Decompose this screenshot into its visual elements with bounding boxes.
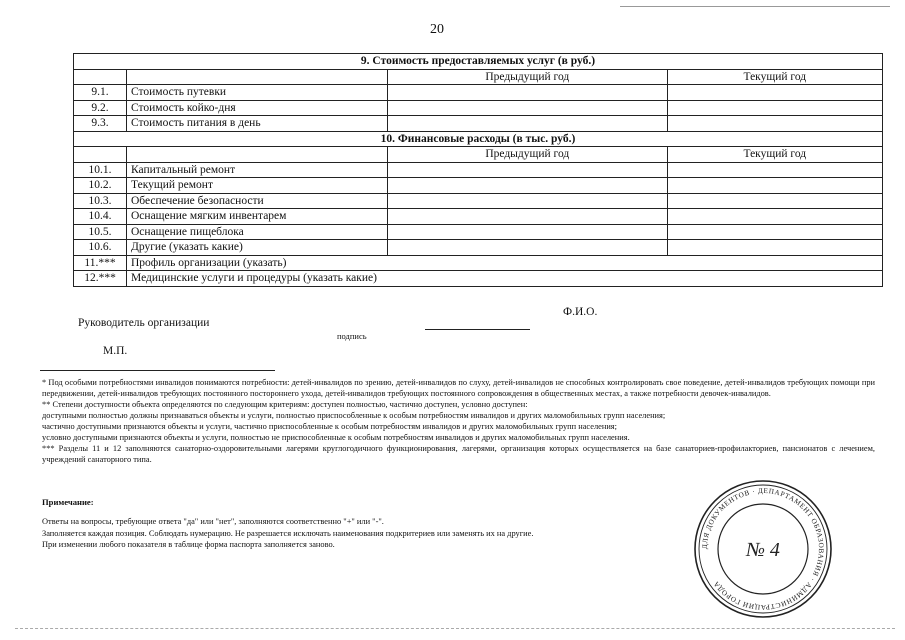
cell-curr-year[interactable] [667,85,882,101]
section9-col-prev: Предыдущий год [388,69,668,85]
section10-col-prev: Предыдущий год [388,147,668,163]
row-label: Другие (указать какие) [127,240,388,256]
row-label-wide[interactable]: Медицинские услуги и процедуры (указать какие) [127,271,883,287]
cell-prev-year[interactable] [388,178,668,194]
row-number: 12.*** [74,271,127,287]
signature-line[interactable] [425,329,530,330]
row-number: 9.1. [74,85,127,101]
cell-prev-year[interactable] [388,116,668,132]
section9-col-curr: Текущий год [667,69,882,85]
signature-caption: подпись [337,331,367,341]
row-number: 10.1. [74,162,127,178]
note-line: Ответы на вопросы, требующие ответа "да" или "нет", заполняются соответственно "+" или "-". [42,517,384,526]
row-label: Стоимость питания в день [127,116,388,132]
footnote: частично доступными признаются объекты и услуги, частично приспособленные к особым потребностям инвалидов и других маломобильных групп населения; [42,422,617,431]
footnote-divider [40,370,275,371]
section10-header-row [74,147,883,163]
cell-prev-year[interactable] [388,162,668,178]
cell-curr-year[interactable] [667,100,882,116]
cell-prev-year[interactable] [388,209,668,225]
section10-col-curr: Текущий год [667,147,882,163]
footnote: *** Разделы 11 и 12 заполняются санаторно-оздоровительными лагерями круглогодичного функционирования, лагерями, организация которых осуществляется на базе санаториев-профилакториев, пансионатов с лечением, учреждений санаторного типа. [42,444,875,464]
table-row [74,85,883,101]
table-row [74,255,883,271]
table-row [74,100,883,116]
section9-header-row [74,69,883,85]
table-row [74,178,883,194]
table-row [74,162,883,178]
row-number: 9.2. [74,100,127,116]
section9-title-row [74,54,883,70]
cell-curr-year[interactable] [667,224,882,240]
row-label: Стоимость путевки [127,85,388,101]
cell-prev-year[interactable] [388,240,668,256]
section10-title-row [74,131,883,147]
footnote: доступными полностью должны признаваться объекты и услуги, полностью приспособленные к особым потребностям инвалидов и других маломобильных групп населения; [42,411,666,420]
row-number: 10.6. [74,240,127,256]
table-row [74,240,883,256]
head-of-organization-label: Руководитель организации [78,317,210,329]
row-label: Оснащение пищеблока [127,224,388,240]
passport-table [73,53,883,287]
table-row [74,116,883,132]
row-number: 10.5. [74,224,127,240]
cell-prev-year[interactable] [388,193,668,209]
row-number: 10.3. [74,193,127,209]
cell-curr-year[interactable] [667,193,882,209]
table-row [74,271,883,287]
cell-curr-year[interactable] [667,162,882,178]
row-label: Текущий ремонт [127,178,388,194]
cell-curr-year[interactable] [667,209,882,225]
cell-curr-year[interactable] [667,178,882,194]
table-row [74,209,883,225]
fio-label: Ф.И.О. [563,306,598,318]
official-stamp [692,478,834,620]
note-text [42,516,692,551]
section10-title: 10. Финансовые расходы (в тыс. руб.) [74,131,883,147]
stamp-number: № 4 [746,539,780,561]
row-number: 9.3. [74,116,127,132]
note-title: Примечание: [42,497,94,507]
mp-label: М.П. [103,345,128,357]
bottom-scan-line [15,628,895,629]
note-line: Заполняется каждая позиция. Соблюдать нумерацию. Не разрешается исключать наименования подкритериев или заменять их на другие. [42,528,534,538]
cell-prev-year[interactable] [388,100,668,116]
footnote: * Под особыми потребностями инвалидов понимаются потребности: детей-инвалидов по зрению, детей-инвалидов по слуху, детей-инвалидов не способных контролировать свое поведение, детей-инвалидов требующих помощи при передвижении, детей-инвалидов требующих постоянного постороннего ухода, детей-инвалидов требующих постоянного сопровождения в общественных местах, а также потребности девочек-инвалидов. [42,378,875,398]
section9-title: 9. Стоимость предоставляемых услуг (в руб.) [74,54,883,70]
row-label: Обеспечение безопасности [127,193,388,209]
row-label: Оснащение мягким инвентарем [127,209,388,225]
row-number: 11.*** [74,255,127,271]
cell-curr-year[interactable] [667,116,882,132]
row-label: Капитальный ремонт [127,162,388,178]
cell-prev-year[interactable] [388,85,668,101]
row-number: 10.4. [74,209,127,225]
table-row [74,193,883,209]
page-number: 20 [430,22,444,37]
row-number: 10.2. [74,178,127,194]
note-line: При изменении любого показателя в таблице форма паспорта заполняется заново. [42,540,335,549]
cell-curr-year[interactable] [667,240,882,256]
top-scan-line [620,6,890,7]
row-label-wide[interactable]: Профиль организации (указать) [127,255,883,271]
stamp-ring-text: ДЛЯ ДОКУМЕНТОВ · ДЕПАРТАМЕНТ ОБРАЗОВАНИЯ · АДМИНИСТРАЦИИ ГОРОДА [700,486,826,612]
footnote: ** Степени доступности объекта определяются по следующим критериям: доступен полностью, частично доступен, условно доступен: [42,400,528,409]
table-row [74,224,883,240]
footnotes [42,377,875,465]
cell-prev-year[interactable] [388,224,668,240]
footnote: условно доступными признаются объекты и услуги, полностью не приспособленные к особым потребностям инвалидов и других маломобильных групп населения. [42,433,630,442]
row-label: Стоимость койко-дня [127,100,388,116]
